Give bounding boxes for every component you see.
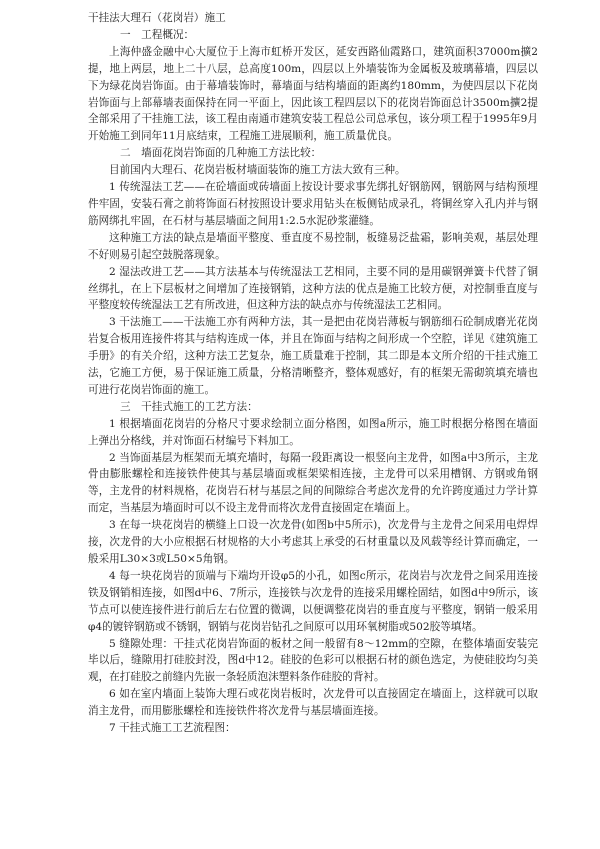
paragraph: 7 干挂式施工工艺流程图： <box>109 722 236 735</box>
paragraph: 4 每一块花岗岩的顶端与下端均开设φ5的小孔，如图c所示，花岗岩与次龙骨之间采用连接铁及钢销相连接，如图d中6、7所示，连接铁与次龙骨的连接采用螺栓固结，如图d中9所示，该节点可以使连接件进行前后左右位置的微调，以便调整花岗岩的垂直度与平整度，钢销一般采用φ4的镀锌钢筋或不锈钢，钢销与花岗岩钻孔之间原可以用环氧树脂或502胶等填堵。 <box>88 569 538 633</box>
paragraph: 2 当饰面基层为框架而无填充墙时，每隔一段距离设一根竖向主龙骨，如图a中3所示，主龙骨由膨胀螺栓和连接铁件使其与基层墙面或框架梁相连接，主龙骨可以采用槽钢、方钢或角钢等，主龙骨的材料规格，花岗岩石材与基层之间的间隙综合考虑次龙骨的允许跨度通过力学计算而定，当基层为墙面时可以不设主龙骨而将次龙骨直接固定在墙面上。 <box>88 451 538 515</box>
paragraph: 3 干法施工——干法施工亦有两种方法，其一是把由花岗岩薄板与钢筋细石砼制成磨光花岗岩复合板用连接件将其与结构连成一体，并且在饰面与结构之间形成一个空腔，详见《建筑施工手册》的有关介绍，这种方法工艺复杂，施工质量难于控制，其二即是本文所介绍的干挂式施工法，它施工方便，易于保证施工质量，分格清晰整齐，整体观感好，有的框架无需砌筑填充墙也可进行花岗岩饰面的施工。 <box>88 316 538 396</box>
paragraph: 上海仲盛金融中心大厦位于上海市虹桥开发区，延安西路仙霞路口，建筑面积37000m擴2提，地上两层，地上二十八层，总高度100m，四层以上外墙装饰为金属板及玻璃幕墙，四层以下为绿花岗岩饰面。由于幕墙装饰时，幕墙面与结构墙面的距离约180mm，为使四层以下花岗岩饰面与上部幕墙表面保持在同一平面上，因此该工程四层以下的花岗岩饰面总计3500m擴2提全部采用了干挂施工法，该工程由南通市建筑安装工程总公司总承包，该分项工程于1995年9月开始施工到同年11月底结束，工程施工进展顺利，施工质量优良。 <box>88 45 538 143</box>
paragraph: 2 湿法改进工艺——其方法基本与传统湿法工艺相同，主要不同的是用碳钢弹簧卡代替了铜丝绑扎，在上下层板材之间增加了连接钢销，这种方法的优点是施工比较方便，对控制垂直度与平整度较传统湿法工艺有所改进，但这种方法的缺点亦与传统湿法工艺相同。 <box>88 265 538 312</box>
paragraph: 5 缝隙处理：干挂式花岗岩饰面的板材之间一般留有8～12mm的空隙，在整体墙面安装完毕以后，缝隙用打硅胶封没，图d中12。硅胶的色彩可以根据石材的颜色选定，为使硅胶均匀美观，在打硅胶之前缝内先嵌一条轻质泡沫塑料条作硅胶的背衬。 <box>88 637 538 684</box>
section-heading-overview: 一 工程概况： <box>120 28 195 41</box>
document-title: 干挂法大理石（花岗岩）施工 <box>88 12 226 24</box>
paragraph: 这种施工方法的缺点是墙面平整度、垂直度不易控制，板缝易泛盐霜，影响美观，基层处理不好则易引起空鼓脱落现象。 <box>88 231 538 261</box>
paragraph: 6 如在室内墙面上装饰大理石或花岗岩板时，次龙骨可以直接固定在墙面上，这样就可以取消主龙骨，而用膨胀螺栓和连接铁件将次龙骨与基层墙面连接。 <box>88 688 538 718</box>
paragraph: 3 在每一块花岗岩的横缝上口设一次龙骨(如图b中5所示)，次龙骨与主龙骨之间采用电焊焊接，次龙骨的大小应根据石材规格的大小考虑其上承受的石材重量以及风载等经计算而确定，一般采用L30×3或L50×5角钢。 <box>88 519 538 565</box>
paragraph: 1 传统湿法工艺——在砼墙面或砖墙面上按设计要求事先绑扎好钢筋网，钢筋网与结构预埋件牢固，安装石膏之前将饰面石材按照设计要求用钻头在板侧钻成录孔，将铜丝穿入孔内并与钢筋网绑扎牢固，在石材与基层墙面之间用1:2.5水泥砂浆灌缝。 <box>88 181 538 227</box>
section-heading-method: 三 干挂式施工的工艺方法： <box>120 400 258 413</box>
section-heading-comparison: 二 墙面花岗岩饰面的几种施工方法比较： <box>120 147 322 160</box>
paragraph: 1 根据墙面花岗岩的分格尺寸要求绘制立面分格图，如图a所示，施工时根据分格图在墙面上弹出分格线，并对饰面石材编号下料加工。 <box>88 417 538 447</box>
paragraph: 目前国内大理石、花岗岩板材墙面装饰的施工方法大致有三种。 <box>109 164 406 177</box>
